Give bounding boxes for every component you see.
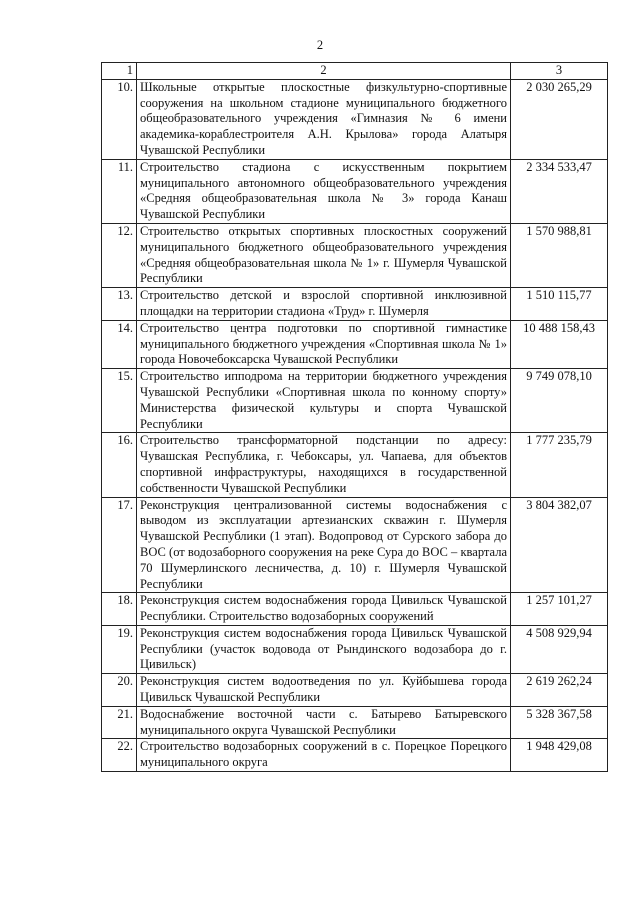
- table-row: [102, 369, 608, 433]
- row-description: Строительство стадиона с искусственным покрытием муниципального автономного общеобразовательного учреждения «Средняя общеобразовательная школа № 3» города Канаш Чувашской Республики: [137, 159, 511, 223]
- row-amount: 1 257 101,27: [511, 593, 608, 626]
- page-number: 2: [316, 38, 324, 52]
- table-row: [102, 288, 608, 321]
- row-number: 11.: [102, 159, 137, 223]
- row-number: 16.: [102, 433, 137, 497]
- row-description: Строительство открытых спортивных плоскостных сооружений муниципального бюджетного общеобразовательного учреждения «Средняя общеобразовательная школа № 1» г. Шумерля Чувашской Республики: [137, 223, 511, 287]
- table-row: [102, 739, 608, 772]
- row-amount: 10 488 158,43: [511, 320, 608, 368]
- header-col-1: 1: [102, 63, 137, 80]
- table-row: [102, 159, 608, 223]
- row-amount: 1 570 988,81: [511, 223, 608, 287]
- row-number: 10.: [102, 79, 137, 159]
- table-row: [102, 497, 608, 593]
- table-row: [102, 433, 608, 497]
- row-number: 12.: [102, 223, 137, 287]
- row-description: Строительство водозаборных сооружений в с. Порецкое Порецкого муниципального округа: [137, 739, 511, 772]
- row-amount: 9 749 078,10: [511, 369, 608, 433]
- table-row: [102, 593, 608, 626]
- row-amount: 1 948 429,08: [511, 739, 608, 772]
- row-amount: 5 328 367,58: [511, 706, 608, 739]
- row-amount: 2 030 265,29: [511, 79, 608, 159]
- row-amount: 4 508 929,94: [511, 625, 608, 673]
- row-description: Строительство ипподрома на территории бюджетного учреждения Чувашской Республики «Спортивная школа по конному спорту» Министерства физической культуры и спорта Чувашской Республики: [137, 369, 511, 433]
- row-amount: 3 804 382,07: [511, 497, 608, 593]
- row-description: Строительство центра подготовки по спортивной гимнастике муниципального бюджетного учреждения «Спортивная школа № 1» города Новочебоксарска Чувашской Республики: [137, 320, 511, 368]
- header-col-3: 3: [511, 63, 608, 80]
- table-row: [102, 223, 608, 287]
- row-amount: 2 619 262,24: [511, 674, 608, 707]
- row-description: Реконструкция систем водоснабжения города Цивильск Чувашской Республики (участок водовода от Рындинского водозабора до г. Цивильск): [137, 625, 511, 673]
- row-number: 22.: [102, 739, 137, 772]
- row-number: 18.: [102, 593, 137, 626]
- table-row: [102, 674, 608, 707]
- row-amount: 2 334 533,47: [511, 159, 608, 223]
- row-description: Строительство трансформаторной подстанции по адресу: Чувашская Республика, г. Чебоксары, ул. Чапаева, для объектов спортивной инфраструктуры, находящихся в государственной собственности Чувашской Республики: [137, 433, 511, 497]
- row-description: Реконструкция систем водоотведения по ул. Куйбышева города Цивильск Чувашской Республики: [137, 674, 511, 707]
- table-header-row: [102, 63, 608, 80]
- row-number: 20.: [102, 674, 137, 707]
- row-number: 13.: [102, 288, 137, 321]
- row-amount: 1 777 235,79: [511, 433, 608, 497]
- row-number: 19.: [102, 625, 137, 673]
- data-table: [101, 62, 608, 772]
- row-amount: 1 510 115,77: [511, 288, 608, 321]
- table-row: [102, 79, 608, 159]
- row-description: Реконструкция централизованной системы водоснабжения с выводом из эксплуатации артезианских скважин г. Шумерля Чувашской Республики (1 этап). Водопровод от Сурского забора до ВОС (от водозаборного сооружения на реке Сура до ВОС – квартала 70 Шумерлинского лесничества, д. 10) г. Шумерля Чувашской Республики: [137, 497, 511, 593]
- row-description: Школьные открытые плоскостные физкультурно-спортивные сооружения на школьном стадионе муниципального бюджетного общеобразовательного учреждения «Гимназия № 6 имени академика-кораблестроителя А.Н. Крылова» города Алатыря Чувашской Республики: [137, 79, 511, 159]
- row-number: 14.: [102, 320, 137, 368]
- header-col-2: 2: [137, 63, 511, 80]
- row-description: Реконструкция систем водоснабжения города Цивильск Чувашской Республики. Строительство водозаборных сооружений: [137, 593, 511, 626]
- row-number: 17.: [102, 497, 137, 593]
- row-description: Строительство детской и взрослой спортивной инклюзивной площадки на территории стадиона «Труд» г. Шумерля: [137, 288, 511, 321]
- table-row: [102, 625, 608, 673]
- table-row: [102, 706, 608, 739]
- row-number: 15.: [102, 369, 137, 433]
- row-description: Водоснабжение восточной части с. Батырево Батыревского муниципального округа Чувашской Республики: [137, 706, 511, 739]
- row-number: 21.: [102, 706, 137, 739]
- table-row: [102, 320, 608, 368]
